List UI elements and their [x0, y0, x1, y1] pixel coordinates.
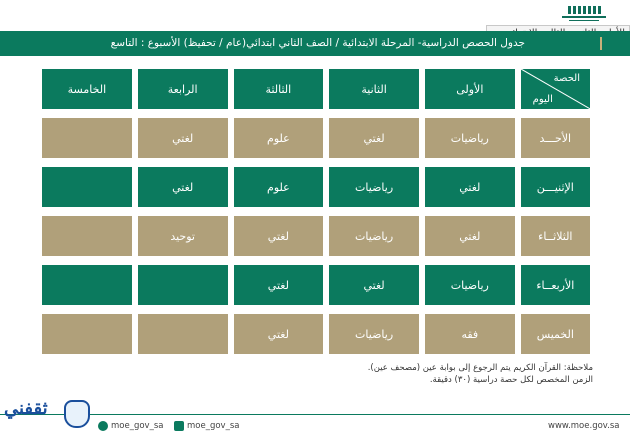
table-cell: علوم	[234, 167, 324, 207]
table-cell: لغتي	[425, 216, 515, 256]
website-text: www.moe.gov.sa	[548, 421, 620, 431]
table-cell: لغتي	[138, 118, 228, 158]
table-cell: لغتي	[234, 314, 324, 354]
note-quran: ملاحظة: القرآن الكريم يتم الرجوع إلى بوابة عين (مصحف عين).	[367, 363, 593, 373]
day-thursday: الخميس	[521, 314, 590, 354]
watermark	[2, 392, 102, 438]
table-cell	[42, 314, 132, 354]
table-cell: علوم	[234, 118, 324, 158]
table-cell	[42, 265, 132, 305]
corner-cell	[521, 69, 590, 109]
table-cell: لغتي	[329, 118, 419, 158]
tooth-icon	[64, 400, 90, 428]
corner-day-label: اليوم	[532, 94, 553, 105]
table-cell: لغتي	[425, 167, 515, 207]
schedule-table	[36, 69, 596, 354]
table-cell: لغتي	[234, 216, 324, 256]
instagram-icon	[174, 421, 184, 431]
table-cell	[42, 216, 132, 256]
schedule-title-bar	[0, 31, 630, 56]
website-link[interactable]	[548, 421, 620, 431]
table-cell: فقه	[425, 314, 515, 354]
period-header-2: الثانية	[329, 69, 419, 109]
table-cell: لغتي	[234, 265, 324, 305]
note-period-duration: الزمن المخصص لكل حصة دراسية (٣٠) دقيقة.	[429, 375, 593, 385]
table-cell: رياضيات	[329, 167, 419, 207]
twitter-handle-text: moe_gov_sa	[111, 421, 164, 431]
table-row	[42, 167, 590, 207]
table-row	[42, 118, 590, 158]
period-header-1: الأولى	[425, 69, 515, 109]
table-cell	[42, 118, 132, 158]
instagram-handle[interactable]	[174, 421, 239, 431]
period-header-4: الرابعة	[138, 69, 228, 109]
table-cell	[138, 314, 228, 354]
twitter-handle[interactable]	[98, 421, 163, 431]
schedule-title: جدول الحصص الدراسية- المرحلة الابتدائية / الصف الثاني ابتدائي(عام / تحفيظ) الأسبوع : التاسع	[110, 37, 525, 49]
day-tuesday: الثلاثــاء	[521, 216, 590, 256]
table-cell: رياضيات	[425, 118, 515, 158]
watermark-text: ثقفني	[4, 398, 48, 419]
corner-period-label: الحصة	[553, 73, 580, 84]
period-header-3: الثالثة	[234, 69, 324, 109]
day-wednesday: الأربعــاء	[521, 265, 590, 305]
instagram-handle-text: moe_gov_sa	[187, 421, 240, 431]
table-cell: لغتي	[329, 265, 419, 305]
table-header-row	[42, 69, 590, 109]
table-cell: رياضيات	[329, 314, 419, 354]
table-cell	[138, 265, 228, 305]
period-header-5: الخامسة	[42, 69, 132, 109]
table-row	[42, 265, 590, 305]
table-row	[42, 314, 590, 354]
table-cell: رياضيات	[329, 216, 419, 256]
day-sunday: الأحـــد	[521, 118, 590, 158]
table-cell	[42, 167, 132, 207]
table-cell: توحيد	[138, 216, 228, 256]
table-row	[42, 216, 590, 256]
notes	[250, 362, 593, 386]
table-cell: رياضيات	[425, 265, 515, 305]
title-accent	[600, 37, 602, 50]
table-cell: لغتي	[138, 167, 228, 207]
day-monday: الإثنيـــن	[521, 167, 590, 207]
